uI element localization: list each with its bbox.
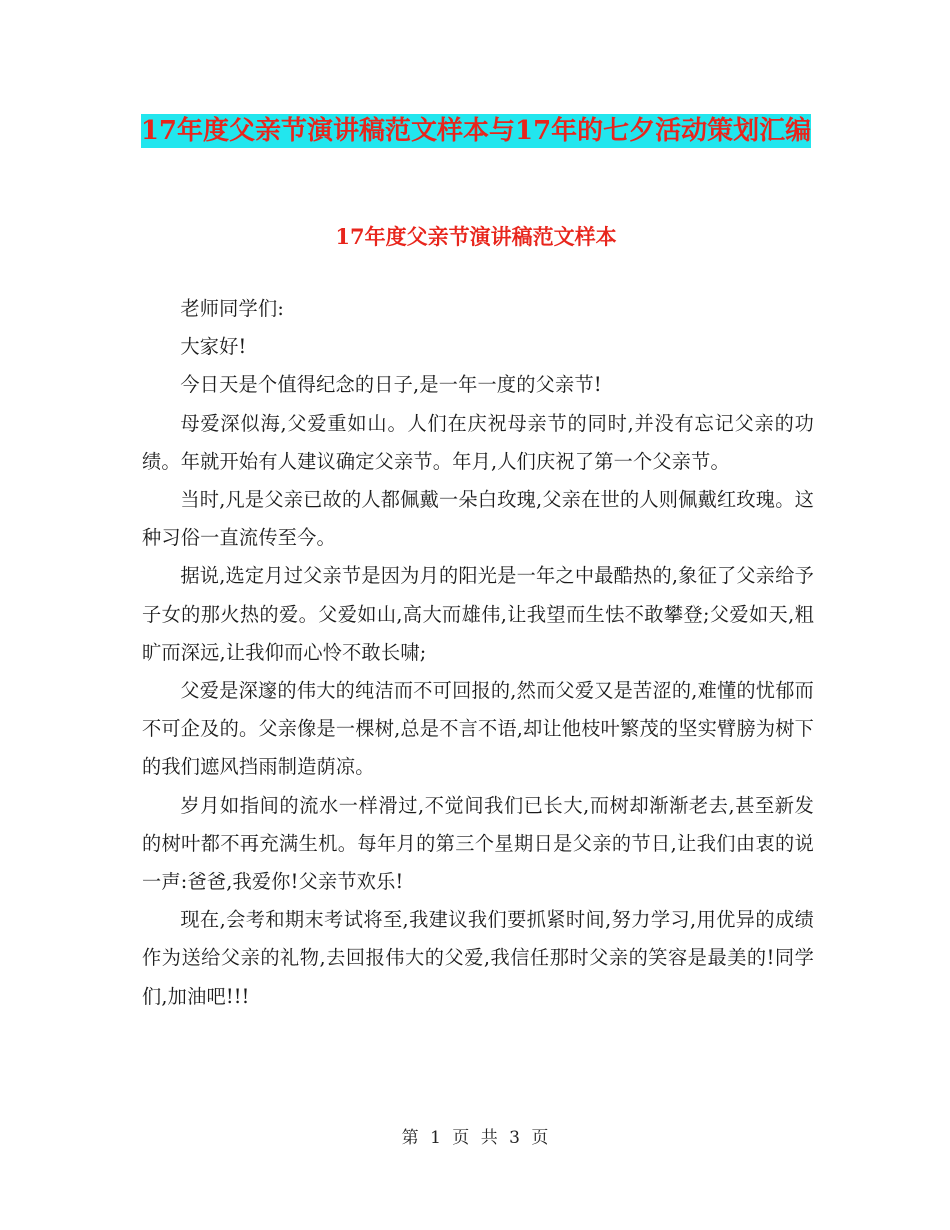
document-title [140,108,812,154]
paragraph: 现在,会考和期末考试将至,我建议我们要抓紧时间,努力学习,用优异的成绩作为送给父亲的礼物,去回报伟大的父爱,我信任那时父亲的笑容是最美的!同学们,加油吧!!! [142,908,814,1008]
paragraph: 母爱深似海,父爱重如山。人们在庆祝母亲节的同时,并没有忘记父亲的功绩。年就开始有人建议确定父亲节。年月,人们庆祝了第一个父亲节。 [142,411,814,473]
paragraph-salutation: 老师同学们: [180,297,284,320]
paragraph: 今日天是个值得纪念的日子,是一年一度的父亲节! [180,373,602,397]
paragraph: 岁月如指间的流水一样滑过,不觉间我们已长大,而树却渐渐老去,甚至新发的树叶都不再充满生机。每年月的第三个星期日是父亲的节日,让我们由衷的说一声:爸爸,我爱你!父亲节欢乐! [142,793,814,894]
section-title: 17年度父亲节演讲稿范文样本 [335,224,617,249]
paragraph-greeting: 大家好! [180,335,247,359]
document-title-text: 17年度父亲节演讲稿范文样本与17年的七夕活动策划汇编 [140,116,812,146]
page-number-footer: 第 1 页 共 3 页 [401,1128,549,1148]
document-body [142,290,814,1016]
paragraph: 据说,选定月过父亲节是因为月的阳光是一年之中最酷热的,象征了父亲给予子女的那火热的爱。父爱如山,高大而雄伟,让我望而生怯不敢攀登;父爱如天,粗旷而深远,让我仰而心怜不敢长啸; [142,564,814,664]
paragraph: 当时,凡是父亲已故的人都佩戴一朵白玫瑰,父亲在世的人则佩戴红玫瑰。这种习俗一直流传至今。 [142,488,814,550]
paragraph: 父爱是深邃的伟大的纯洁而不可回报的,然而父爱又是苦涩的,难懂的忧郁而不可企及的。父亲像是一棵树,总是不言不语,却让他枝叶繁茂的坚实臂膀为树下的我们遮风挡雨制造荫凉。 [142,679,814,779]
